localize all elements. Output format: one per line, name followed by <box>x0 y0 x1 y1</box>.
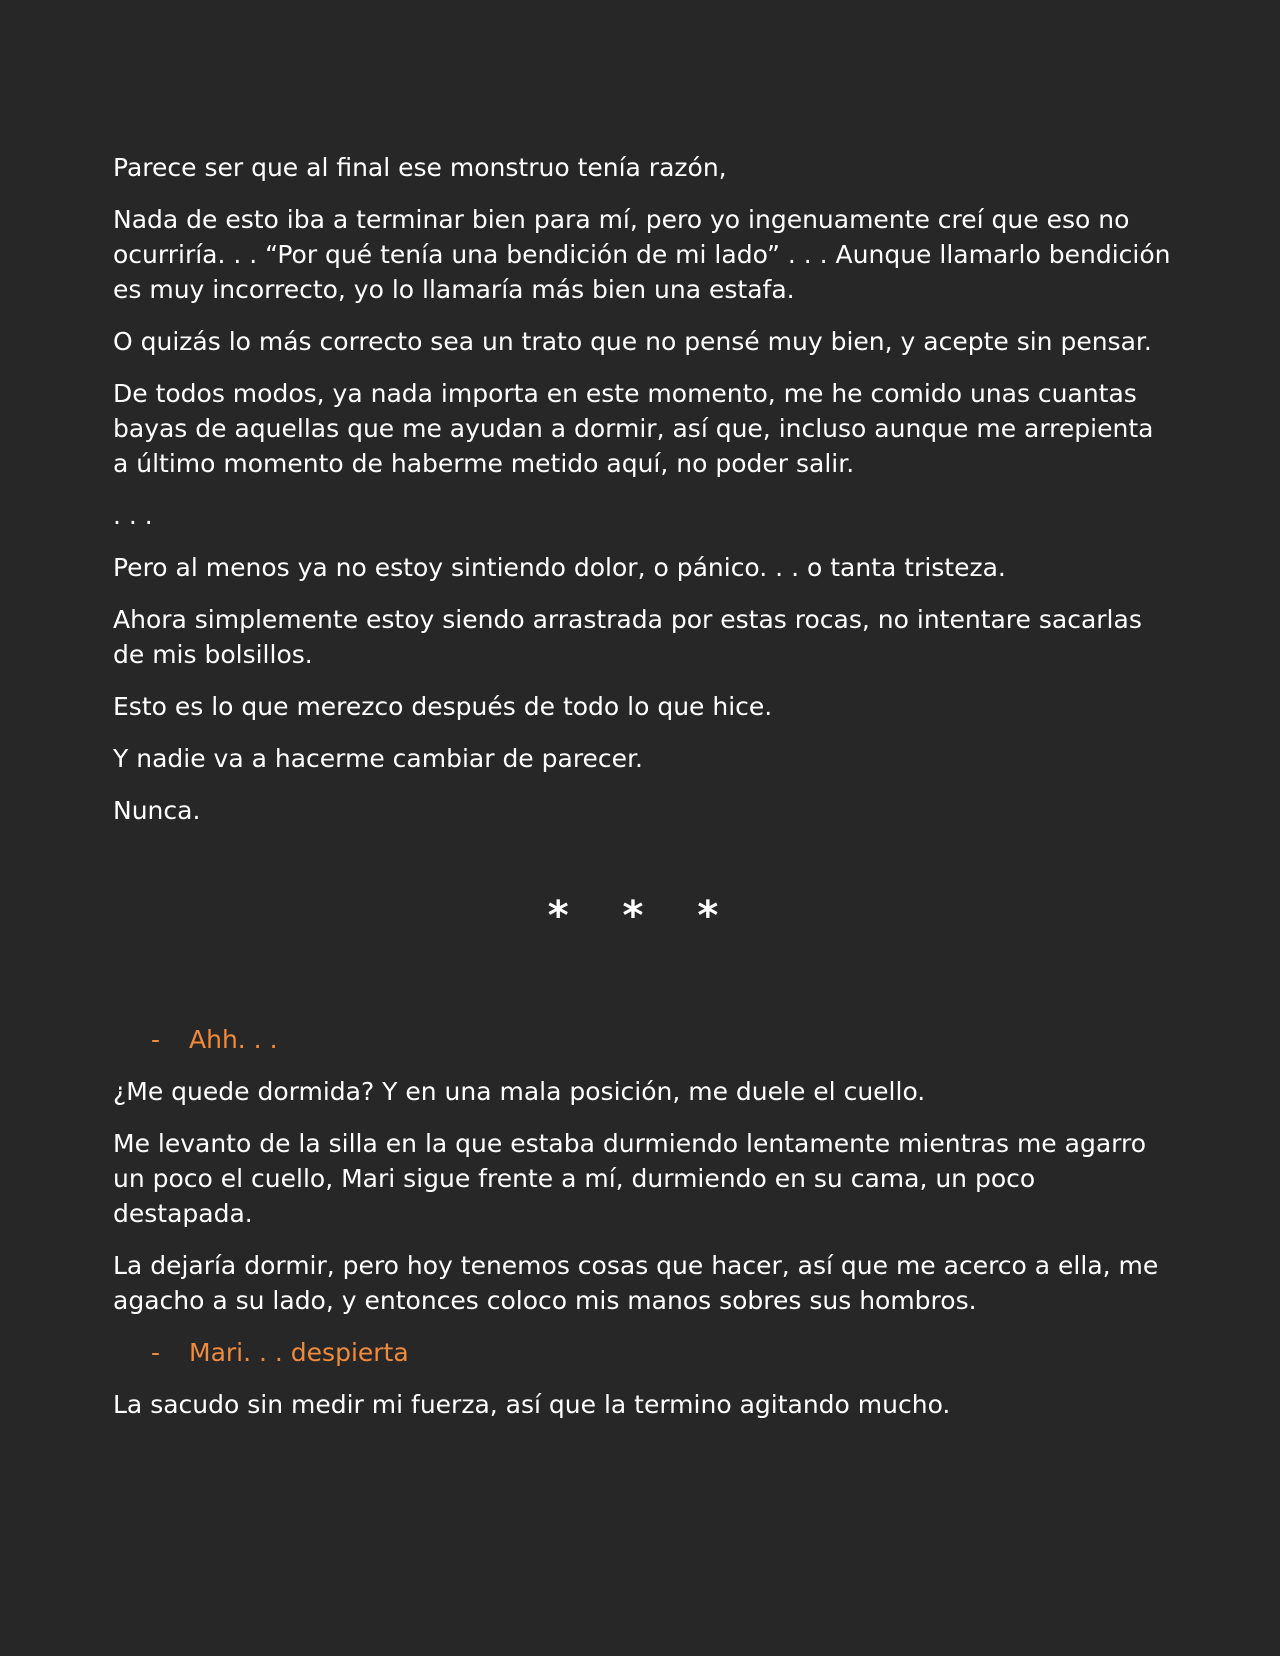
paragraph: Esto es lo que merezco después de todo lo que hice. <box>113 692 773 721</box>
paragraph: La dejaría dormir, pero hoy tenemos cosas que hacer, así que me acerco a ella, me agacho a su lado, y entonces coloco mis manos sobres sus hombros. <box>113 1251 1159 1315</box>
dialogue-dash: - <box>151 1025 161 1054</box>
paragraph: Pero al menos ya no estoy sintiendo dolor, o pánico. . . o tanta tristeza. <box>113 553 1006 582</box>
document-page <box>113 150 1173 1439</box>
paragraph: De todos modos, ya nada importa en este momento, me he comido unas cuantas bayas de aquellas que me ayudan a dormir, así que, incluso aunque me arrepienta a último momento de haberme metido aquí, no poder salir. <box>113 379 1154 478</box>
dialogue-dash: - <box>151 1338 161 1367</box>
paragraph: La sacudo sin medir mi fuerza, así que la termino agitando mucho. <box>113 1390 951 1419</box>
paragraph: Me levanto de la silla en la que estaba durmiendo lentamente mientras me agarro un poco el cuello, Mari sigue frente a mí, durmiendo en su cama, un poco destapada. <box>113 1129 1146 1228</box>
ellipsis-line: . . . <box>113 501 153 530</box>
paragraph: Nada de esto iba a terminar bien para mí, pero yo ingenuamente creí que eso no ocurriría. . . “Por qué tenía una bendición de mi lado” . . . Aunque llamarlo bendición es muy incorrecto, yo lo llamaría más bien una estafa. <box>113 205 1171 304</box>
dialogue-line <box>113 1022 1173 1057</box>
paragraph: Nunca. <box>113 796 201 825</box>
scene-separator: * * * <box>547 893 739 939</box>
dialogue-line <box>113 1335 1173 1370</box>
paragraph: Ahora simplemente estoy siendo arrastrada por estas rocas, no intentare sacarlas de mis bolsillos. <box>113 605 1142 669</box>
dialogue-text: Ahh. . . <box>189 1025 278 1054</box>
paragraph: Y nadie va a hacerme cambiar de parecer. <box>113 744 643 773</box>
paragraph: ¿Me quede dormida? Y en una mala posición, me duele el cuello. <box>113 1077 926 1106</box>
spacer <box>113 936 1173 1022</box>
paragraph: O quizás lo más correcto sea un trato que no pensé muy bien, y acepte sin pensar. <box>113 327 1152 356</box>
paragraph: Parece ser que al final ese monstruo tenía razón, <box>113 153 727 182</box>
dialogue-text: Mari. . . despierta <box>189 1338 409 1367</box>
